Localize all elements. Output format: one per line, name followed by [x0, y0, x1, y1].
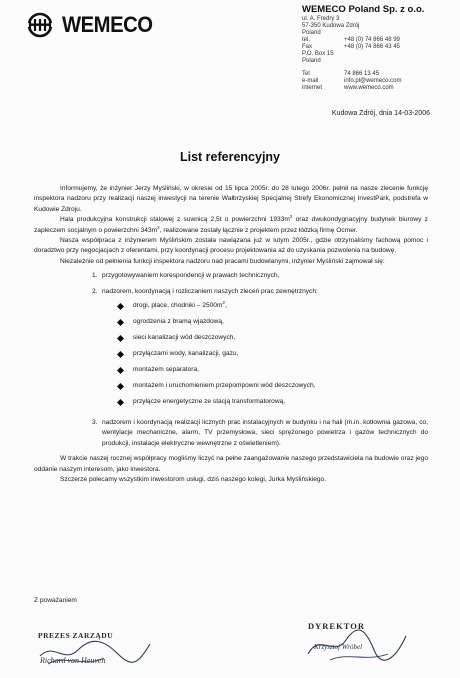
stamp-director: DYREKTOR [308, 621, 365, 631]
fax-row [302, 44, 424, 51]
stamp-president: PREZES ZARZĄDU [38, 631, 114, 640]
wemeco-logo-icon [22, 12, 58, 38]
bullet-item: montażem i uruchomieniem przepompowni wód deszczowych, [118, 381, 428, 391]
email-value: info.pl@wemeco.com [344, 78, 402, 84]
signature-right [300, 628, 410, 664]
internet-row [302, 85, 424, 92]
company-name: WEMECO Poland Sp. z o.o. [302, 4, 425, 15]
po-box-country: Poland [302, 58, 321, 64]
numbered-list [92, 271, 428, 449]
phone-value: +48 (0) 74 866 48 99 [344, 37, 400, 43]
email-row [302, 78, 424, 85]
fax-value: +48 (0) 74 866 43 45 [344, 44, 400, 50]
letter-title: List referencyjny [179, 150, 281, 164]
place-date: Kudowa Zdrój, dnia 14-03-2006 [331, 110, 430, 117]
address-line: Poland [302, 30, 321, 36]
address-line: ul. A. Fredry 3 [302, 16, 340, 22]
bullet-item: sieci kanalizacji wód deszczowych, [118, 333, 428, 343]
diamond-bullet-icon [117, 303, 124, 310]
fax-label: Fax [302, 44, 313, 50]
list-item: 2. nadzorem, koordynacją i rozliczaniem naszych zleceń prac zewnętrznych: drogi, place, chodniki – $2500m^2$, ogrodzenia z bramą wjazdową, sieci kanalizacji wód deszczowych, przyłączami wody, kanalizacji, gazu, montażem separatora, montażem i uruchomieniem przepompowni wód deszczowych, przyłącze energetyczne ze stacją transformatorową, [92, 287, 428, 413]
signature-left [34, 634, 154, 670]
phone-row [302, 37, 424, 44]
paragraph: W trakcie naszej rocznej współpracy mogliśmy liczyć na pełne zaangażowanie naszego przedstawiciela na budowie oraz jego oddanie naszym interesom, jako inwestora. [34, 455, 428, 473]
diamond-bullet-icon [117, 319, 124, 326]
bullet-list [118, 301, 428, 413]
internet-label: internet [302, 85, 323, 91]
stamp-name-right: Krzysztof Wróbel [314, 643, 363, 651]
bullet-item: montażem separatora, [118, 365, 428, 375]
address-line: 57-350 Kudowa Zdrój [302, 23, 360, 29]
diamond-bullet-icon [117, 351, 124, 358]
stamp-name-left: Richard van Heuven [40, 656, 106, 665]
diamond-bullet-icon [117, 335, 124, 342]
list-item: 1. przygotowywaniem korespondencji w prawach technicznych, [92, 272, 280, 280]
internet-value: www.wemeco.com [344, 85, 394, 91]
po-box-line: P.O. Box 15 [302, 51, 334, 57]
diamond-bullet-icon [117, 399, 124, 406]
paragraph: Szczerze polecamy wszystkim inwestorom usługi, dziś naszego kolegi, Jurka Myślińskiego. [60, 476, 327, 484]
email-label: e-mail [302, 78, 319, 84]
diamond-bullet-icon [117, 367, 124, 374]
closing-line: Z poważaniem [34, 597, 77, 604]
bullet-item: ogrodzenia z bramą wjazdową, [118, 317, 428, 327]
bullet-item: przyłączami wody, kanalizacji, gazu, [118, 349, 428, 359]
company-logo [22, 12, 160, 38]
tel-row [302, 71, 424, 78]
tel-label: Tel [302, 71, 310, 77]
company-address-block [302, 4, 424, 92]
paragraph-hall: Hala produkcyjna konstrukcji stalowej z suwnicą 2,5t o powierzchni $1933m^2$ oraz dwukondygnacyjny budynek biurowy z zapleczem socjalnym o powierzchni $343m^2$, realizowane zostały łącznie z projektem przez łódzką firmę Ocmer. [34, 214, 428, 234]
tel-value: 74 866 13 45 [344, 71, 380, 77]
diamond-bullet-icon [117, 383, 124, 390]
bullet-item: przyłącze energetyczne ze stacją transformatorową, [118, 397, 428, 407]
list-item: 3. nadzorem i koordynacją realizacji licznych prac instalacyjnych w budynku i na hali (m.in. kotłownia gazowa, co, wentylacje mechaniczne, alarm, TV przemysłowa, sieci sprężonego powietrza i gazów technicznych do produkcji, instalacje elektryczne wewnętrzne z oświetleniem). [92, 419, 428, 447]
paragraph: Niezależnie od pełnienia funkcji inspektora nadzoru nad pracami budowlanymi, inżynier Myśliński zajmował się: [60, 257, 385, 265]
phone-label: tel. [302, 37, 311, 43]
letter-body [34, 184, 428, 486]
logo-text: WEMECO [62, 12, 153, 37]
bullet-item: drogi, place, chodniki – $2500m^2$, [118, 301, 428, 311]
paragraph: Nasza współpraca z inżynierem Myślińskim została nawiązana już w lutym 2005r., gdzie otrzymaliśmy fachową pomoc i doradztwo przy negocjacjach z oferentami, przy koordynacji procesu projektowania aż do uzyskania pozwolenia na budowę. [34, 237, 428, 255]
paragraph: Informujemy, że inżynier Jerzy Myśliński, w okresie od 15 lipca 2005r. do 28 lutego 2006r. pełnił na nasze zlecenie funkcję inspektora nadzoru przy realizacji naszej inwestycji na terenie Wałbrzyskiej Specjalnej Strefy Ekonomicznej InvestPark, podstrefa w Kudowie Zdroju. [34, 185, 428, 213]
